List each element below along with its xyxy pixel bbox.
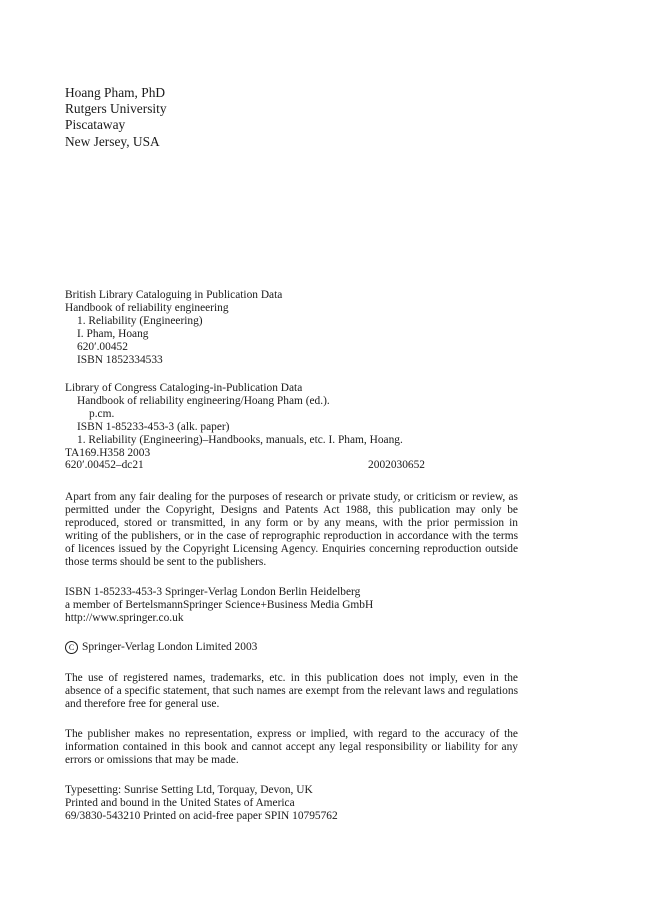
publisher-member-line: a member of BertelsmannSpringer Science+Business Media GmbH [65, 598, 374, 611]
bl-isbn: ISBN 1852334533 [77, 353, 163, 366]
bl-classification: 620′.00452 [77, 340, 128, 353]
bl-title: Handbook of reliability engineering [65, 301, 229, 314]
author-name: Hoang Pham, PhD [65, 85, 166, 100]
copyright-line [65, 641, 257, 654]
loc-pcm: p.cm. [89, 407, 115, 420]
author-state: New Jersey, USA [65, 133, 160, 149]
author-institution: Rutgers University [65, 101, 167, 117]
printed-line: Printed and bound in the United States of America [65, 796, 295, 809]
loc-subjects: 1. Reliability (Engineering)–Handbooks, manuals, etc. I. Pham, Hoang. [77, 433, 403, 446]
production-info [65, 784, 338, 823]
author-block [65, 85, 167, 150]
loc-title: Handbook of reliability engineering/Hoang Pham (ed.). [77, 394, 330, 407]
loc-heading: Library of Congress Cataloging-in-Publication Data [65, 382, 303, 394]
library-of-congress-cip [65, 382, 518, 472]
spin-line: 69/3830-543210 Printed on acid-free paper SPIN 10795762 [65, 809, 338, 822]
typesetting-line: Typesetting: Sunrise Setting Ltd, Torquay, Devon, UK [65, 784, 313, 796]
publisher-isbn-line: ISBN 1-85233-453-3 Springer-Verlag London Berlin Heidelberg [65, 586, 361, 598]
bl-heading: British Library Cataloguing in Publication Data [65, 289, 283, 301]
loc-lccn: 2002030652 [368, 459, 425, 472]
author-city: Piscataway [65, 117, 126, 133]
publisher-url: http://www.springer.co.uk [65, 611, 184, 624]
loc-dewey-row [65, 459, 425, 472]
publisher-disclaimer-paragraph: The publisher makes no representation, express or implied, with regard to the accuracy of the information contained in this book and cannot accept any legal responsibility or liability for any errors or omissions that may be made. [65, 728, 518, 766]
copyright-page [65, 0, 518, 900]
loc-isbn: ISBN 1-85233-453-3 (alk. paper) [77, 420, 230, 433]
publisher-info [65, 586, 373, 625]
loc-call-number: TA169.H358 2003 [65, 446, 151, 459]
british-library-cip [65, 289, 518, 366]
registered-names-paragraph: The use of registered names, trademarks, etc. in this publication does not imply, even in the absence of a specific statement, that such names are exempt from the relevant laws and regulations and therefore free for general use. [65, 672, 518, 710]
loc-dewey: 620′.00452–dc21 [65, 459, 144, 472]
copyright-text: Springer-Verlag London Limited 2003 [82, 641, 258, 654]
bl-subject: 1. Reliability (Engineering) [77, 314, 203, 327]
bl-author-entry: I. Pham, Hoang [77, 327, 149, 340]
rights-paragraph: Apart from any fair dealing for the purposes of research or private study, or criticism or review, as permitted under the Copyright, Designs and Patents Act 1988, this publication may only be reproduced, stored or transmitted, in any form or by any means, with the prior permission in writing of the publishers, or in the case of reprographic reproduction in accordance with the terms of licences issued by the Copyright Licensing Agency. Enquiries concerning reproduction outside those terms should be sent to the publishers. [65, 491, 518, 568]
copyright-icon: C [65, 641, 78, 654]
